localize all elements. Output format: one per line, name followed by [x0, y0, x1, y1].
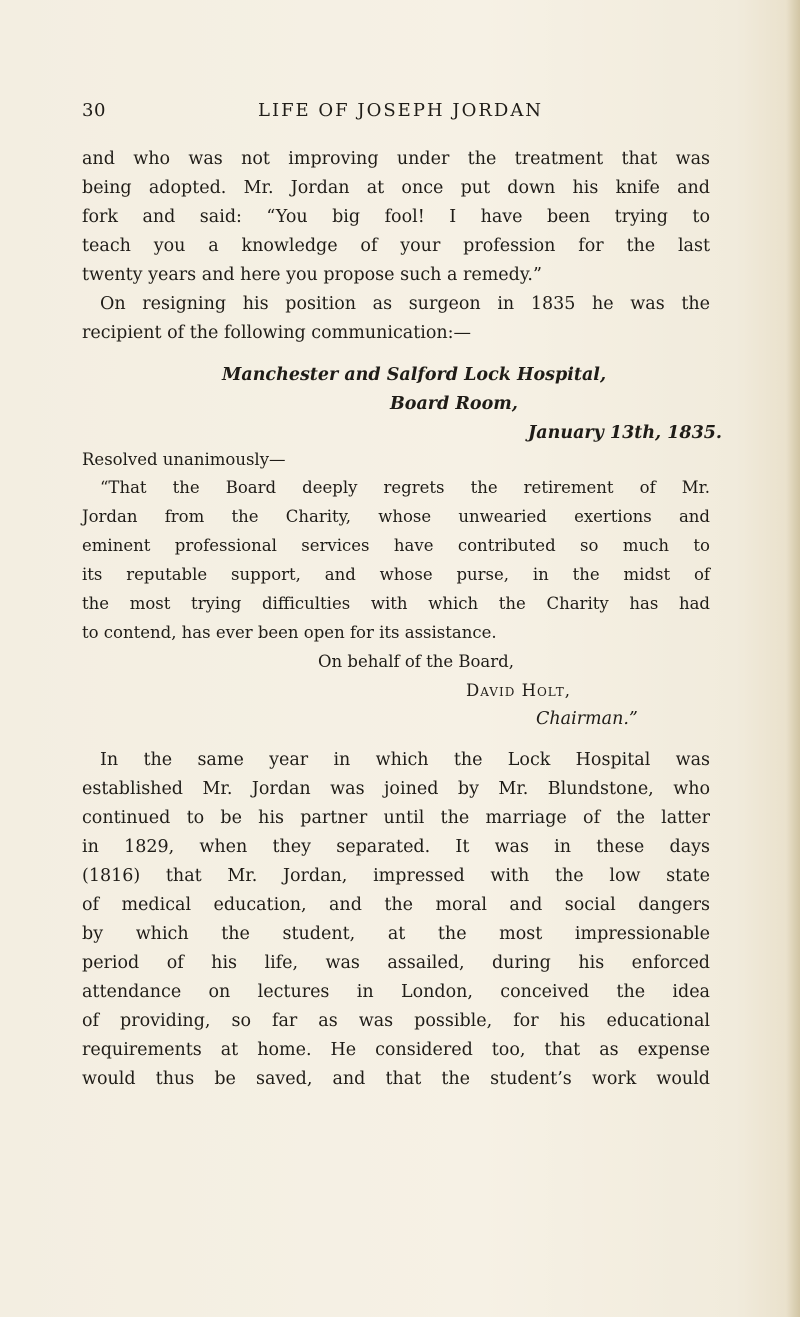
- text-line: attendance on lectures in London, conceived the idea: [82, 982, 710, 1002]
- text-line: (1816) that Mr. Jordan, impressed with the low state: [82, 866, 710, 886]
- letter-address-line-1: Manchester and Salford Lock Hospital,: [222, 365, 607, 385]
- text-line: continued to be his partner until the marriage of the latter: [82, 808, 710, 828]
- text-line: fork and said: “You big fool! I have been trying to: [82, 207, 710, 227]
- text-line: and who was not improving under the treatment that was: [82, 149, 710, 169]
- text-line: period of his life, was assailed, during his enforced: [82, 953, 710, 973]
- text-line: On resigning his position as surgeon in 1835 he was the: [100, 294, 710, 314]
- text-line: would thus be saved, and that the student’s work would: [82, 1069, 710, 1089]
- text-line: of providing, so far as was possible, for his educational: [82, 1011, 710, 1031]
- letter-line: the most trying difficulties with which the Charity has had: [82, 594, 710, 613]
- letter-signatory: David Holt,: [466, 681, 572, 700]
- letter-signatory-title: Chairman.”: [536, 709, 638, 729]
- text-line: In the same year in which the Lock Hospital was: [100, 750, 710, 770]
- letter-on-behalf: On behalf of the Board,: [318, 652, 514, 671]
- text-line: recipient of the following communication:—: [82, 323, 472, 343]
- letter-date: January 13th, 1835.: [528, 423, 723, 443]
- page-header: [0, 100, 800, 124]
- letter-line: to contend, has ever been open for its assistance.: [82, 623, 497, 642]
- text-line: requirements at home. He considered too, that as expense: [82, 1040, 710, 1060]
- text-line: of medical education, and the moral and social dangers: [82, 895, 710, 915]
- letter-line: eminent professional services have contributed so much to: [82, 536, 710, 555]
- page-edge-shadow: [786, 0, 800, 1317]
- letter-line: its reputable support, and whose purse, in the midst of: [82, 565, 710, 584]
- page-number: 30: [82, 100, 106, 121]
- text-line: teach you a knowledge of your profession for the last: [82, 236, 710, 256]
- text-line: established Mr. Jordan was joined by Mr. Blundstone, who: [82, 779, 710, 799]
- running-title: LIFE OF JOSEPH JORDAN: [258, 100, 544, 121]
- letter-resolved: Resolved unanimously—: [82, 450, 286, 469]
- letter-line: Jordan from the Charity, whose unwearied exertions and: [82, 507, 710, 526]
- text-line: being adopted. Mr. Jordan at once put down his knife and: [82, 178, 710, 198]
- letter-address-line-2: Board Room,: [390, 394, 518, 414]
- text-line: by which the student, at the most impressionable: [82, 924, 710, 944]
- text-line: in 1829, when they separated. It was in these days: [82, 837, 710, 857]
- text-line: twenty years and here you propose such a remedy.”: [82, 265, 542, 285]
- letter-line: “That the Board deeply regrets the retirement of Mr.: [100, 478, 710, 497]
